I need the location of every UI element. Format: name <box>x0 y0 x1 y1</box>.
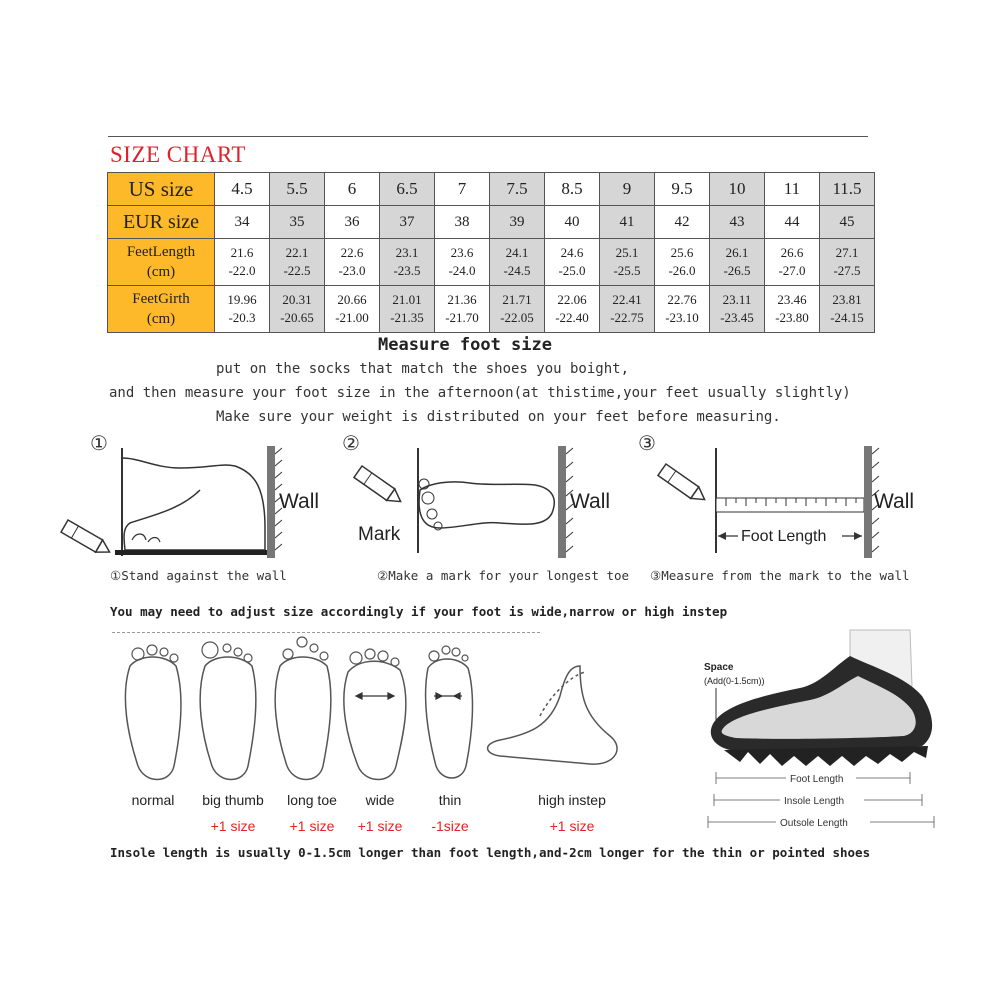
size-adjustment: -1size <box>431 818 469 834</box>
ruler-shape <box>716 498 864 512</box>
foot-wide <box>344 661 406 779</box>
row-header: EUR size <box>108 206 215 239</box>
wall-label: Wall <box>874 490 915 513</box>
foot-outline <box>419 482 554 528</box>
mark-label: Mark <box>358 524 401 545</box>
size-cell: 7 <box>435 173 490 206</box>
insole-length-label: Insole Length <box>784 796 845 807</box>
size-cell: 6 <box>325 173 380 206</box>
foot-type-label: high instep <box>538 792 606 808</box>
foot-length-label: Foot Length <box>741 528 827 545</box>
wall-shape <box>864 446 872 558</box>
feet-length-row <box>108 239 875 286</box>
size-cell: 5.5 <box>270 173 325 206</box>
step-number: ③ <box>638 431 656 455</box>
size-cell: 24.6 -25.0 <box>545 239 600 286</box>
pencil-icon <box>61 520 113 558</box>
pencil-icon <box>354 466 405 507</box>
step3-caption: ③Measure from the mark to the wall <box>650 568 910 583</box>
foot-type-label: normal <box>131 792 175 808</box>
size-cell: 7.5 <box>490 173 545 206</box>
size-cell: 22.1 -22.5 <box>270 239 325 286</box>
step1-illustration <box>60 428 350 568</box>
foot-long-toe <box>275 657 331 780</box>
size-cell: 38 <box>435 206 490 239</box>
foot-high-instep <box>488 666 617 764</box>
size-cell: 19.96 -20.3 <box>215 286 270 333</box>
foot-type-label: long toe <box>287 792 337 808</box>
size-chart-title: SIZE CHART <box>110 142 246 167</box>
eur-size-row <box>108 206 875 239</box>
foot-thin <box>426 659 473 778</box>
space-sub-label: (Add(0-1.5cm)) <box>704 676 765 686</box>
size-cell: 24.1 -24.5 <box>490 239 545 286</box>
row-header: FeetLength (cm) <box>108 239 215 286</box>
size-cell: 27.1 -27.5 <box>820 239 875 286</box>
foot-big-thumb <box>200 657 256 780</box>
step2-caption: ②Make a mark for your longest toe <box>377 568 630 583</box>
step2-illustration <box>340 428 640 568</box>
size-cell: 44 <box>765 206 820 239</box>
foot-type-label: thin <box>438 792 462 808</box>
shoe-diagram <box>700 626 950 832</box>
size-cell: 22.76 -23.10 <box>655 286 710 333</box>
foot-types-illustration <box>110 636 630 788</box>
size-cell: 10 <box>710 173 765 206</box>
size-cell: 25.1 -25.5 <box>600 239 655 286</box>
step1-caption: ①Stand against the wall <box>110 568 287 583</box>
size-cell: 22.41 -22.75 <box>600 286 655 333</box>
size-cell: 22.06 -22.40 <box>545 286 600 333</box>
foot-normal <box>125 657 181 780</box>
size-cell: 23.81 -24.15 <box>820 286 875 333</box>
size-cell: 39 <box>490 206 545 239</box>
size-cell: 34 <box>215 206 270 239</box>
top-divider <box>108 136 868 137</box>
foot-type-label: big thumb <box>202 792 264 808</box>
size-cell: 45 <box>820 206 875 239</box>
size-cell: 35 <box>270 206 325 239</box>
outsole-length-label: Outsole Length <box>780 818 848 829</box>
size-cell: 25.6 -26.0 <box>655 239 710 286</box>
step-number: ① <box>90 431 108 455</box>
bottom-note: Insole length is usually 0-1.5cm longer than foot length,and-2cm longer for the thin or pointed shoes <box>110 845 871 860</box>
size-cell: 11 <box>765 173 820 206</box>
size-cell: 11.5 <box>820 173 875 206</box>
size-adjustment: +1 size <box>289 818 335 834</box>
wall-label: Wall <box>279 490 320 513</box>
size-cell: 43 <box>710 206 765 239</box>
size-cell: 26.1 -26.5 <box>710 239 765 286</box>
size-adjustment: +1 size <box>210 818 256 834</box>
floor-bar <box>115 550 275 555</box>
space-label: Space <box>704 662 734 673</box>
size-cell: 21.71 -22.05 <box>490 286 545 333</box>
size-cell: 9 <box>600 173 655 206</box>
size-cell: 40 <box>545 206 600 239</box>
size-cell: 20.31 -20.65 <box>270 286 325 333</box>
size-cell: 4.5 <box>215 173 270 206</box>
wall-shape <box>558 446 566 558</box>
instruction-line: put on the socks that match the shoes you boight, <box>216 361 630 377</box>
row-header: FeetGirth (cm) <box>108 286 215 333</box>
wall-label: Wall <box>570 490 611 513</box>
adjust-note: You may need to adjust size accordingly if your foot is wide,narrow or high instep <box>110 604 728 619</box>
size-cell: 21.36 -21.70 <box>435 286 490 333</box>
step-number: ② <box>342 431 360 455</box>
size-cell: 21.6 -22.0 <box>215 239 270 286</box>
dotted-divider <box>112 632 540 633</box>
size-cell: 9.5 <box>655 173 710 206</box>
size-cell: 22.6 -23.0 <box>325 239 380 286</box>
size-adjustment: +1 size <box>357 818 403 834</box>
wall-shape <box>267 446 275 558</box>
size-cell: 23.46 -23.80 <box>765 286 820 333</box>
size-cell: 23.6 -24.0 <box>435 239 490 286</box>
size-cell: 23.11 -23.45 <box>710 286 765 333</box>
measure-title: Measure foot size <box>378 335 552 355</box>
size-cell: 41 <box>600 206 655 239</box>
foot-type-label: wide <box>365 792 395 808</box>
size-table <box>107 172 875 333</box>
size-cell: 23.1 -23.5 <box>380 239 435 286</box>
size-cell: 6.5 <box>380 173 435 206</box>
size-cell: 26.6 -27.0 <box>765 239 820 286</box>
pencil-icon <box>658 464 709 505</box>
size-cell: 42 <box>655 206 710 239</box>
us-size-row <box>108 173 875 206</box>
feet-girth-row <box>108 286 875 333</box>
instruction-line: and then measure your foot size in the afternoon(at thistime,your feet usually slightly) <box>109 385 851 401</box>
size-adjustment: +1 size <box>549 818 595 834</box>
size-cell: 20.66 -21.00 <box>325 286 380 333</box>
size-cell: 21.01 -21.35 <box>380 286 435 333</box>
row-header: US size <box>108 173 215 206</box>
step3-illustration <box>636 428 936 568</box>
instruction-line: Make sure your weight is distributed on your feet before measuring. <box>216 409 781 425</box>
foot-length-label: Foot Length <box>790 774 844 785</box>
size-cell: 8.5 <box>545 173 600 206</box>
size-cell: 37 <box>380 206 435 239</box>
size-cell: 36 <box>325 206 380 239</box>
foot-outline <box>122 458 265 550</box>
